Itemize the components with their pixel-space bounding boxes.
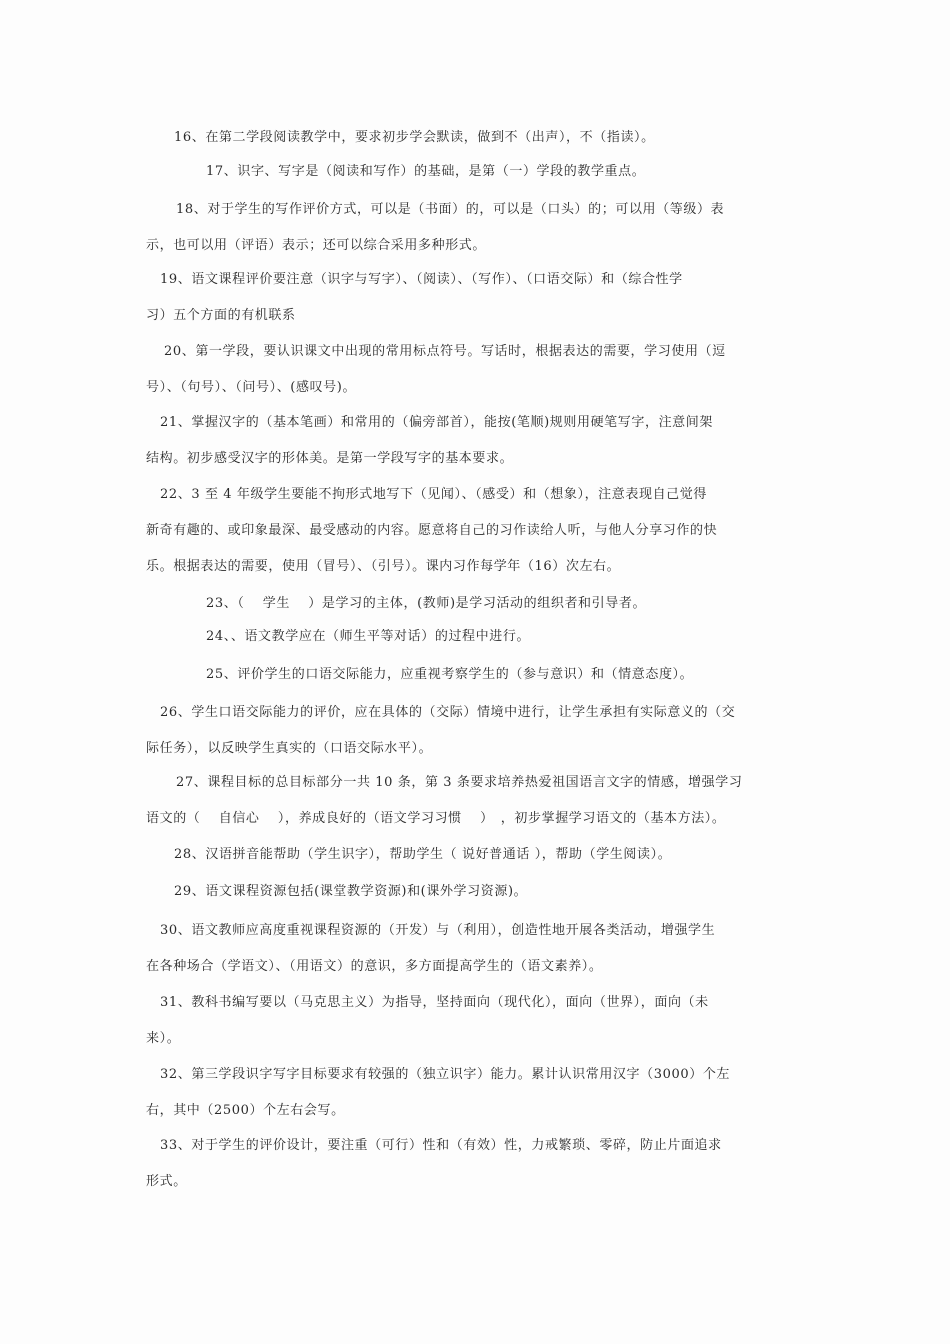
list-item-25: [146, 665, 836, 685]
item-line: 29、语文课程资源包括(课堂教学资源)和(课外学习资源)。: [174, 884, 528, 899]
list-item-19: [146, 270, 806, 326]
item-line: 际任务），以反映学生真实的（口语交际水平）。: [146, 741, 433, 756]
list-item-27: [146, 773, 806, 829]
item-line: 在各种场合（学语文）、（用语文）的意识，多方面提高学生的（语文素养）。: [146, 959, 603, 974]
item-line: 17、识字、写字是（阅读和写作）的基础，是第（一）学段的教学重点。: [206, 164, 646, 179]
item-line: 28、汉语拼音能帮助（学生识字），帮助学生（ 说好普通话 ），帮助（学生阅读）。: [174, 847, 672, 862]
item-line: 31、教科书编写要以（马克思主义）为指导，坚持面向（现代化），面向（世界），面向（未: [160, 995, 709, 1010]
list-item-23: [146, 594, 836, 614]
item-line: 26、学生口语交际能力的评价，应在具体的（交际）情境中进行，让学生承担有实际意义的（交: [160, 705, 736, 720]
item-line: 新奇有趣的、或印象最深、最受感动的内容。愿意将自己的习作读给人听，与他人分享习作的快: [146, 523, 718, 538]
item-line: 习）五个方面的有机联系: [146, 308, 296, 323]
item-line: 19、语文课程评价要注意（识字与写字）、（阅读）、（写作）、（口语交际）和（综合性学: [160, 272, 683, 287]
item-line: 右，其中（2500）个左右会写。: [146, 1103, 345, 1118]
item-line: 32、第三学段识字写字目标要求有较强的（独立识字）能力。累计认识常用汉字（3000）个左: [160, 1067, 731, 1082]
list-item-17: [146, 162, 836, 182]
item-line: 18、对于学生的写作评价方式，可以是（书面）的，可以是（口头）的；可以用（等级）表: [176, 202, 725, 217]
item-line: 30、语文教师应高度重视课程资源的（开发）与（利用），创造性地开展各类活动，增强学生: [160, 923, 716, 938]
list-item-31: [146, 993, 806, 1049]
list-item-26: [146, 703, 806, 759]
item-line: 20、第一学段，要认识课文中出现的常用标点符号。写话时，根据表达的需要，学习使用（逗: [164, 344, 726, 359]
list-item-20: [146, 342, 806, 398]
item-line: 33、对于学生的评价设计，要注重（可行）性和（有效）性，力戒繁琐、零碎，防止片面追求: [160, 1138, 722, 1153]
item-line: 27、课程目标的总目标部分一共 10 条，第 3 条要求培养热爱祖国语言文字的情感，增强学习: [176, 775, 743, 790]
item-line: 语文的（ 自信心 ），养成良好的（语文学习习惯 ） ，初步掌握学习语文的（基本方法）。: [146, 811, 726, 826]
item-line: 示，也可以用（评语）表示；还可以综合采用多种形式。: [146, 238, 487, 253]
item-line: 号）、（句号）、（问号）、(感叹号)。: [146, 380, 357, 395]
item-line: 16、在第二学段阅读教学中，要求初步学会默读，做到不（出声），不（指读）。: [174, 130, 655, 145]
list-item-28: [146, 845, 820, 865]
list-item-32: [146, 1065, 806, 1121]
list-item-30: [146, 921, 806, 977]
item-line: 来）。: [146, 1031, 181, 1046]
list-item-22: [146, 485, 806, 577]
list-item-18: [146, 200, 806, 256]
list-item-29: [146, 882, 820, 902]
item-line: 23、（ 学生 ）是学习的主体，(教师)是学习活动的组织者和引导者。: [206, 596, 647, 611]
list-item-33: [146, 1136, 806, 1192]
list-item-21: [146, 413, 806, 469]
item-line: 25、评价学生的口语交际能力，应重视考察学生的（参与意识）和（情意态度）。: [206, 667, 694, 682]
list-item-24: [146, 627, 836, 647]
item-line: 22、3 至 4 年级学生要能不拘形式地写下（见闻）、（感受）和（想象），注意表现自己觉得: [160, 487, 707, 502]
item-line: 21、掌握汉字的（基本笔画）和常用的（偏旁部首），能按(笔顺)规则用硬笔写字，注意间架: [160, 415, 713, 430]
item-line: 乐。根据表达的需要，使用（冒号）、（引号）。课内习作每学年（16）次左右。: [146, 559, 621, 574]
item-line: 形式。: [146, 1174, 187, 1189]
item-line: 结构。初步感受汉字的形体美。是第一学段写字的基本要求。: [146, 451, 514, 466]
item-line: 24、、语文教学应在（师生平等对话）的过程中进行。: [206, 629, 531, 644]
list-item-16: [146, 128, 820, 148]
